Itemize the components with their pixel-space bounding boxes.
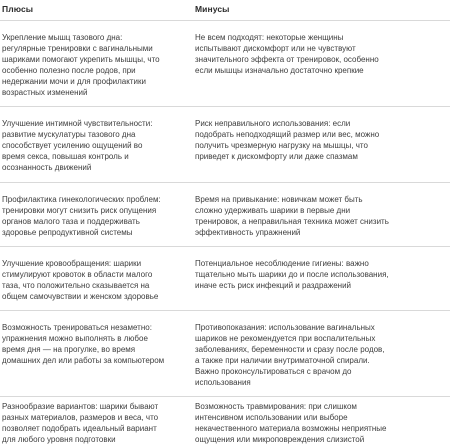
con-cell: Риск неправильного использования: если подобрать неподходящий размер или вес, можно получить чрезмерную нагрузку на мышцы, что приведет к дискомфорту или даже спазмам (195, 119, 380, 161)
con-cell: Потенциальное несоблюдение гигиены: важно тщательно мыть шарики до и после использования, иначе есть риск инфекций и раздражений (195, 259, 389, 290)
table-row (0, 397, 450, 443)
table-row (0, 107, 450, 183)
table-header (0, 0, 450, 21)
pro-cell: Профилактика гинекологических проблем: тренировки могут снизить риск опущения органов малого таза и поддерживать здоровье репродуктивной системы (2, 195, 161, 237)
pro-cell: Укрепление мышц тазового дна: регулярные тренировки с вагинальными шариками помогают укрепить мышцы, что особенно полезно после родов, при недержании мочи и для профилактики возрастных изменений (2, 33, 160, 97)
con-cell: Возможность травмирования: при слишком интенсивном использовании или выборе некачественного материала возможны неприятные ощущения или микроповреждения слизистой (195, 402, 387, 444)
table-row (0, 311, 450, 397)
pro-cell: Улучшение интимной чувствительности: развитие мускулатуры тазового дна способствует усилению ощущений во время секса, повышая контроль и осознанность движений (2, 119, 153, 172)
table-row (0, 21, 450, 107)
pro-cell: Улучшение кровообращения: шарики стимулируют кровоток в области малого таза, что положительно сказывается на общем самочувствии и женском здоровье (2, 259, 159, 301)
pros-header: Плюсы (2, 4, 34, 14)
pro-cell: Возможность тренироваться незаметно: упражнения можно выполнять в любое время дня — на прогулке, во время домашних дел или работы за компьютером (2, 323, 165, 365)
pro-cell: Разнообразие вариантов: шарики бывают разных материалов, размеров и веса, что позволяет подобрать идеальный вариант для любого уровня подготовки (2, 402, 159, 444)
con-cell: Время на привыкание: новичкам может быть сложно удерживать шарики в первые дни тренировок, а неправильная техника может снизить эффективность упражнений (195, 195, 389, 237)
cons-header: Минусы (195, 4, 230, 14)
con-cell: Противопоказания: использование вагинальных шариков не рекомендуется при воспалительных заболеваниях, беременности и сразу после родов, а также при наличии внутриматочной спирали. Важно проконсультироваться с врачом до использования (195, 323, 385, 387)
con-cell: Не всем подходят: некоторые женщины испытывают дискомфорт или не чувствуют значительного эффекта от тренировок, особенно если мышцы изначально достаточно крепкие (195, 33, 379, 75)
table-row (0, 183, 450, 247)
table-row (0, 247, 450, 311)
